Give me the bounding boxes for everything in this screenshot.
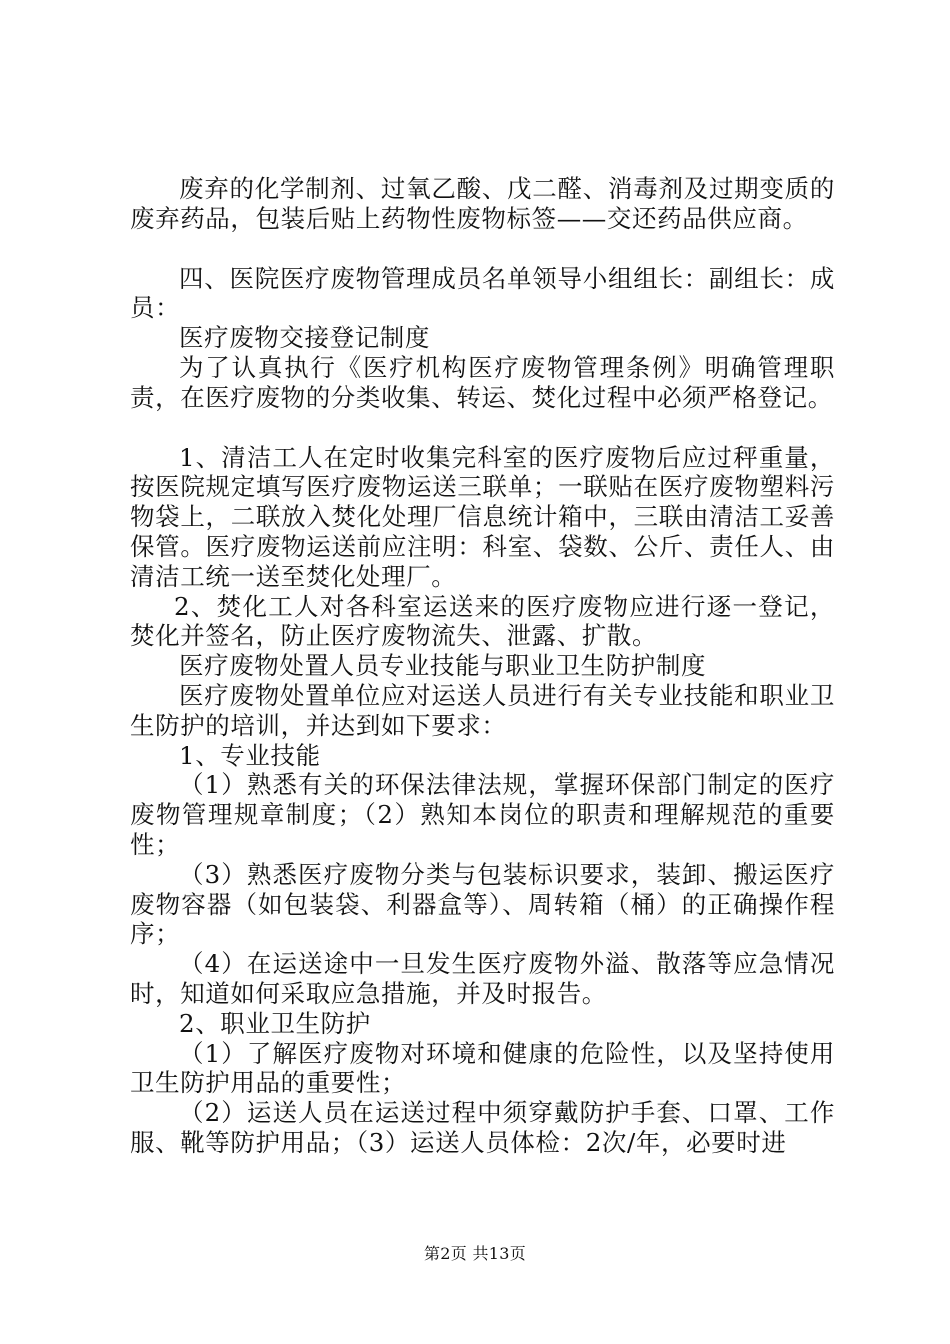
paragraph-skill-3: （3）熟悉医疗废物分类与包装标识要求，装卸、搬运医疗废物容器（如包装袋、利器盒等）、周转箱（桶）的正确操作程序； [130,859,835,949]
paragraph-waste-chemicals: 废弃的化学制剂、过氧乙酸、戊二醛、消毒剂及过期变质的废弃药品，包装后贴上药物性废物标签——交还药品供应商。 [130,174,835,233]
paragraph-incineration-rules: 2、焚化工人对各科室运送来的医疗废物应进行逐一登记，焚化并签名，防止医疗废物流失、泄露、扩散。 [130,591,835,651]
paragraph-gap [130,413,835,443]
paragraph-registration-intro: 为了认真执行《医疗机构医疗废物管理条例》明确管理职责，在医疗废物的分类收集、转运、焚化过程中必须严格登记。 [130,352,835,412]
paragraph-skill-1-2: （1）熟悉有关的环保法律法规，掌握环保部门制定的医疗废物管理规章制度；（2）熟知本岗位的职责和理解规范的重要性； [130,770,835,859]
paragraph-protection-1: （1）了解医疗废物对环境和健康的危险性，以及坚持使用卫生防护用品的重要性； [130,1038,835,1098]
heading-occupational-protection: 2、职业卫生防护 [179,1008,371,1038]
paragraph-cleaner-rules: 1、清洁工人在定时收集完科室的医疗废物后应过秤重量，按医院规定填写医疗废物运送三联单；一联贴在医疗废物塑料污物袋上，二联放入焚化处理厂信息统计箱中，三联由清洁工妥善保管。医疗废物运送前应注明：科室、袋数、公斤、责任人、由清洁工统一送至焚化处理厂。 [130,442,835,591]
paragraph-protection-2-3: （2）运送人员在运送过程中须穿戴防护手套、口罩、工作服、靴等防护用品；（3）运送人员体检：2次/年，必要时进 [130,1098,835,1157]
page-number-footer: 第2页 共13页 [423,1244,527,1263]
paragraph-training-requirements: 医疗废物处置单位应对运送人员进行有关专业技能和职业卫生防护的培训，并达到如下要求： [130,680,835,740]
paragraph-gap [130,234,835,264]
heading-professional-skills: 1、专业技能 [179,740,321,770]
heading-disposal-staff-rules: 医疗废物处置人员专业技能与职业卫生防护制度 [179,651,707,681]
document-body [130,174,835,1158]
heading-handover-registration: 医疗废物交接登记制度 [179,323,430,353]
paragraph-skill-4: （4）在运送途中一旦发生医疗废物外溢、散落等应急情况时，知道如何采取应急措施，并及时报告。 [130,949,835,1008]
paragraph-member-list: 四、医院医疗废物管理成员名单领导小组组长：副组长：成员： [130,263,835,323]
